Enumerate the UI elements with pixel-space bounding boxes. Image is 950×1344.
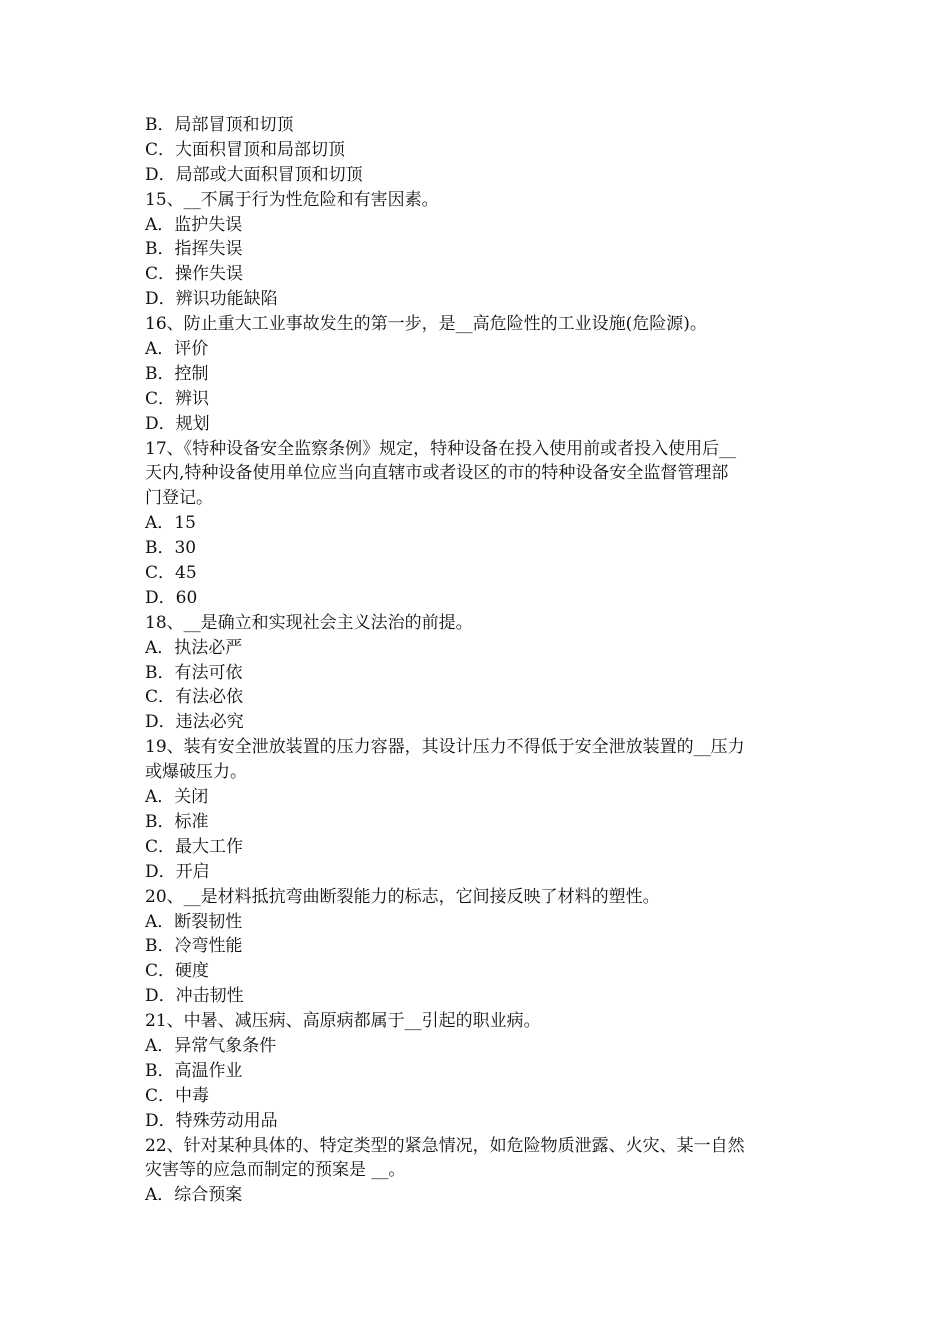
question-line: 17、《特种设备安全监察条例》规定，特种设备在投入使用前或者投入使用后__ bbox=[145, 438, 737, 459]
question-line: 20、__是材料抵抗弯曲断裂能力的标志，它间接反映了材料的塑性。 bbox=[145, 886, 660, 907]
answer-option: A．评价 bbox=[145, 339, 209, 360]
answer-option: C．有法必依 bbox=[145, 687, 244, 708]
answer-option: C．操作失误 bbox=[145, 264, 244, 285]
answer-option: B．控制 bbox=[145, 363, 209, 384]
question-line: 21、中暑、减压病、高原病都属于__引起的职业病。 bbox=[145, 1011, 541, 1032]
answer-option: A．异常气象条件 bbox=[145, 1035, 277, 1056]
answer-option: D．开启 bbox=[145, 861, 210, 882]
answer-option: C．大面积冒顶和局部切顶 bbox=[145, 139, 346, 160]
question-line: 灾害等的应急而制定的预案是 __。 bbox=[145, 1160, 406, 1181]
document-page bbox=[145, 113, 810, 1208]
answer-option: D．辨识功能缺陷 bbox=[145, 289, 278, 310]
answer-option: D．特殊劳动用品 bbox=[145, 1110, 278, 1131]
answer-option: D．违法必究 bbox=[145, 712, 244, 733]
answer-option: A．监护失误 bbox=[145, 214, 243, 235]
answer-option: C．中毒 bbox=[145, 1085, 210, 1106]
answer-option: C．最大工作 bbox=[145, 836, 244, 857]
answer-option: D．局部或大面积冒顶和切顶 bbox=[145, 164, 363, 185]
answer-option: B．高温作业 bbox=[145, 1060, 243, 1081]
answer-option: B．冷弯性能 bbox=[145, 936, 243, 957]
answer-option: C．硬度 bbox=[145, 961, 210, 982]
answer-option: D．60 bbox=[145, 587, 198, 608]
answer-option: B．局部冒顶和切顶 bbox=[145, 115, 294, 135]
answer-option: B．有法可依 bbox=[145, 662, 243, 683]
answer-option: C．辨识 bbox=[145, 388, 210, 409]
answer-option: A．综合预案 bbox=[145, 1185, 243, 1206]
question-line: 天内,特种设备使用单位应当向直辖市或者设区的市的特种设备安全监督管理部 bbox=[145, 463, 729, 484]
answer-option: A．执法必严 bbox=[145, 637, 243, 658]
answer-option: B．30 bbox=[145, 538, 197, 559]
question-line: 22、针对某种具体的、特定类型的紧急情况，如危险物质泄露、火灾、某一自然 bbox=[145, 1135, 745, 1156]
question-line: 15、__不属于行为性危险和有害因素。 bbox=[145, 189, 439, 210]
question-line: 18、__是确立和实现社会主义法治的前提。 bbox=[145, 612, 473, 633]
answer-option: B．标准 bbox=[145, 811, 209, 832]
answer-option: A．断裂韧性 bbox=[145, 911, 243, 932]
answer-option: C．45 bbox=[145, 563, 197, 584]
answer-option: D．规划 bbox=[145, 413, 210, 434]
question-line: 19、装有安全泄放装置的压力容器，其设计压力不得低于安全泄放装置的__压力 bbox=[145, 737, 745, 758]
answer-option: A．15 bbox=[145, 513, 196, 534]
answer-option: D．冲击韧性 bbox=[145, 986, 244, 1007]
question-line: 16、防止重大工业事故发生的第一步，是__高危险性的工业设施(危险源)。 bbox=[145, 314, 707, 335]
answer-option: B．指挥失误 bbox=[145, 239, 243, 260]
question-line: 门登记。 bbox=[145, 488, 213, 509]
answer-option: A．关闭 bbox=[145, 787, 209, 808]
question-line: 或爆破压力。 bbox=[145, 762, 247, 783]
